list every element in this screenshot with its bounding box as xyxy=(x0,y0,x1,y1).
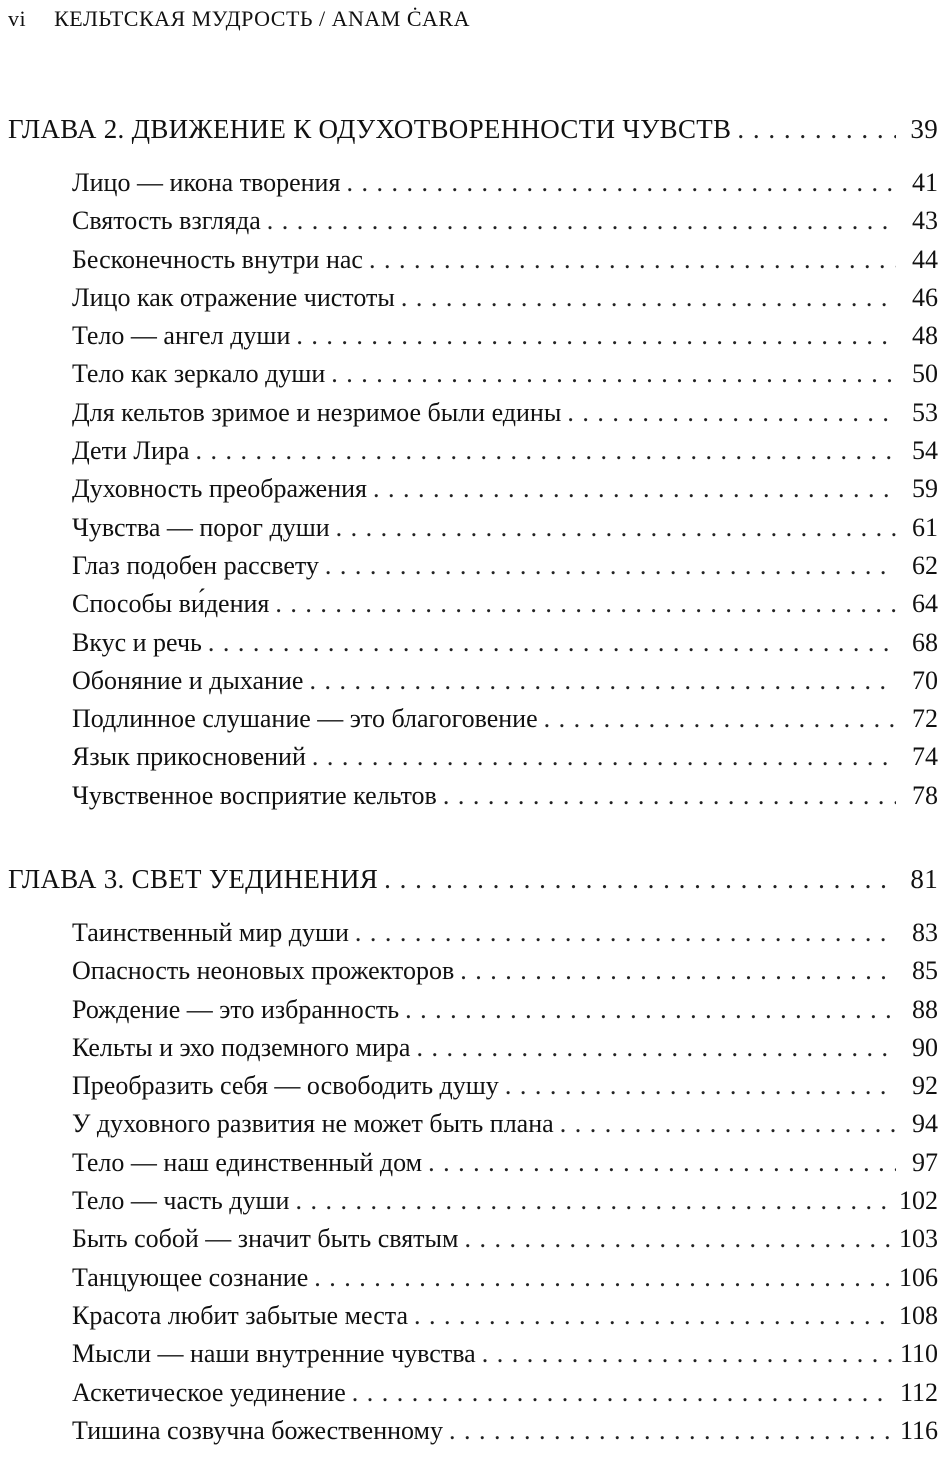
chapter-section xyxy=(8,864,938,1454)
toc-entry-page: 78 xyxy=(912,780,938,810)
toc-entry-title: Тело как зеркало души xyxy=(72,359,326,389)
toc-entries xyxy=(8,918,938,1454)
toc-entry-title: Обоняние и дыхание xyxy=(72,665,304,695)
toc-entry xyxy=(8,628,938,666)
toc-entry-title: Чувственное восприятие кельтов xyxy=(72,780,437,810)
toc-entry-title: Аскетическое уединение xyxy=(72,1377,346,1407)
dot-leader xyxy=(373,474,896,504)
toc-entry-page: 64 xyxy=(912,589,938,619)
toc-entry-title: Язык прикосновений xyxy=(72,742,306,772)
toc-entry-title: Лицо — икона творения xyxy=(72,168,341,197)
dot-leader xyxy=(352,1378,892,1408)
toc-entry-page: 92 xyxy=(912,1071,938,1101)
toc-entry-page: 48 xyxy=(912,321,938,351)
toc-entry-page: 72 xyxy=(912,704,938,734)
toc-entry-page: 85 xyxy=(912,956,938,986)
toc-entry xyxy=(8,704,938,742)
toc-entry xyxy=(8,781,938,819)
toc-entry xyxy=(8,589,938,627)
dot-leader xyxy=(544,704,896,734)
toc-entry-title: Опасность неоновых прожекторов xyxy=(72,956,455,986)
dot-leader xyxy=(482,1339,892,1369)
chapter-heading-title: ГЛАВА 3. СВЕТ УЕДИНЕНИЯ xyxy=(8,864,379,894)
toc-entry xyxy=(8,1378,938,1416)
chapter-section xyxy=(8,114,938,819)
toc-entry xyxy=(8,1263,938,1301)
dot-leader xyxy=(405,995,896,1025)
toc-entry-title: Мысли — наши внутренние чувства xyxy=(72,1339,476,1369)
dot-leader xyxy=(460,956,896,986)
dot-leader xyxy=(331,359,896,389)
page-folio: vi xyxy=(8,6,27,31)
chapter-heading-title: ГЛАВА 2. ДВИЖЕНИЕ К ОДУХОТВОРЕННОСТИ ЧУВСТВ xyxy=(8,114,732,144)
dot-leader xyxy=(275,589,896,619)
toc-entry-page: 106 xyxy=(899,1262,938,1292)
toc-entry-page: 46 xyxy=(912,282,938,312)
running-head xyxy=(8,6,470,32)
toc-entry-page: 103 xyxy=(899,1224,938,1254)
toc-entry-title: Рождение — это избранность xyxy=(72,994,400,1024)
toc-entry xyxy=(8,168,938,206)
toc-entry-page: 108 xyxy=(899,1300,938,1330)
toc-entry xyxy=(8,321,938,359)
toc-entry xyxy=(8,1071,938,1109)
dot-leader xyxy=(355,918,896,948)
dot-leader xyxy=(449,1416,892,1446)
toc-entries xyxy=(8,168,938,819)
toc-entry xyxy=(8,283,938,321)
toc-entry xyxy=(8,1339,938,1377)
toc-entry-title: Духовность преображения xyxy=(72,474,368,504)
toc-entry-title: Кельты и эхо подземного мира xyxy=(72,1032,411,1062)
toc-entry-title: Тело — наш единственный дом xyxy=(72,1147,423,1177)
dot-leader xyxy=(567,398,896,428)
toc-entry-page: 116 xyxy=(899,1415,938,1445)
dot-leader xyxy=(369,245,896,275)
toc-entry-page: 43 xyxy=(912,206,938,236)
dot-leader xyxy=(296,321,896,351)
toc-entry-title: Способы ви́дения xyxy=(72,589,270,619)
dot-leader xyxy=(195,436,896,466)
toc-entry-title: Тело — часть души xyxy=(72,1186,290,1216)
toc-entry-title: Дети Лира xyxy=(72,436,190,466)
toc-entry-page: 62 xyxy=(912,550,938,580)
toc-entry xyxy=(8,1109,938,1147)
toc-entry-page: 97 xyxy=(912,1147,938,1177)
toc-entry xyxy=(8,1148,938,1186)
toc-entry-page: 110 xyxy=(899,1339,938,1369)
toc-entry-title: Глаз подобен рассвету xyxy=(72,550,319,580)
toc-entry xyxy=(8,245,938,283)
dot-leader xyxy=(295,1186,891,1216)
chapter-heading-page: 81 xyxy=(910,864,938,894)
toc-entry-page: 61 xyxy=(912,512,938,542)
toc-entry-page: 44 xyxy=(912,244,938,274)
toc-entry-page: 59 xyxy=(912,474,938,504)
toc-entry-page: 74 xyxy=(912,742,938,772)
toc-entry xyxy=(8,1416,938,1454)
toc-entry xyxy=(8,359,938,397)
dot-leader xyxy=(267,206,896,236)
toc-entry-title: Тишина созвучна божественному xyxy=(72,1415,444,1445)
dot-leader xyxy=(314,1263,891,1293)
dot-leader xyxy=(312,742,896,772)
dot-leader xyxy=(416,1033,896,1063)
dot-leader xyxy=(464,1224,891,1254)
toc-entry-title: Таинственный мир души xyxy=(72,918,349,947)
dot-leader xyxy=(401,283,896,313)
toc-entry xyxy=(8,1186,938,1224)
chapter-heading xyxy=(8,864,938,902)
toc-entry-title: Вкус и речь xyxy=(72,627,202,657)
toc-entry-page: 83 xyxy=(912,918,938,947)
dot-leader xyxy=(336,513,896,543)
toc-entry-title: Для кельтов зримое и незримое были едины xyxy=(72,397,562,427)
toc-entry-title: Бесконечность внутри нас xyxy=(72,244,363,274)
toc-entry xyxy=(8,436,938,474)
dot-leader xyxy=(208,628,896,658)
toc-entry-page: 54 xyxy=(912,436,938,466)
toc-entry xyxy=(8,956,938,994)
toc-entry xyxy=(8,995,938,1033)
toc-entry-page: 50 xyxy=(912,359,938,389)
dot-leader xyxy=(505,1071,896,1101)
toc-entry-title: Быть собой — значит быть святым xyxy=(72,1224,459,1254)
running-head-title: КЕЛЬТСКАЯ МУДРОСТЬ / ANAM ĊARA xyxy=(54,6,470,31)
toc-entry-page: 88 xyxy=(912,994,938,1024)
toc-entry-page: 53 xyxy=(912,397,938,427)
chapter-heading-page: 39 xyxy=(910,114,938,144)
toc-entry-page: 94 xyxy=(912,1109,938,1139)
dot-leader xyxy=(346,168,896,198)
dot-leader xyxy=(309,666,896,696)
toc-entry xyxy=(8,1033,938,1071)
toc-entry xyxy=(8,1224,938,1262)
dot-leader xyxy=(384,864,896,895)
toc-entry-title: Тело — ангел души xyxy=(72,321,291,351)
dot-leader xyxy=(414,1301,891,1331)
toc-entry-title: Чувства — порог души xyxy=(72,512,330,542)
toc-entry-title: Лицо как отражение чистоты xyxy=(72,282,395,312)
dot-leader xyxy=(443,781,896,811)
toc-entry-title: Танцующее сознание xyxy=(72,1262,309,1292)
toc-entry-page: 68 xyxy=(912,627,938,657)
toc-entry-title: Святость взгляда xyxy=(72,206,261,236)
toc-entry xyxy=(8,513,938,551)
toc-entry-page: 41 xyxy=(912,168,938,197)
toc-entry xyxy=(8,666,938,704)
dot-leader xyxy=(325,551,896,581)
chapter-heading xyxy=(8,114,938,152)
toc-entry-page: 102 xyxy=(899,1186,938,1216)
toc-entry xyxy=(8,1301,938,1339)
dot-leader xyxy=(428,1148,896,1178)
toc-entry xyxy=(8,742,938,780)
toc-entry-title: Подлинное слушание — это благоговение xyxy=(72,704,538,734)
toc-entry xyxy=(8,474,938,512)
toc-entry-title: Преобразить себя — освободить душу xyxy=(72,1071,499,1101)
dot-leader xyxy=(560,1109,896,1139)
toc-entry xyxy=(8,551,938,589)
toc-entry xyxy=(8,918,938,956)
toc-entry-title: У духовного развития не может быть плана xyxy=(72,1109,554,1139)
toc-entry xyxy=(8,206,938,244)
toc-entry xyxy=(8,398,938,436)
toc-entry-page: 70 xyxy=(912,665,938,695)
toc-entry-title: Красота любит забытые места xyxy=(72,1300,408,1330)
toc-entry-page: 90 xyxy=(912,1032,938,1062)
toc-entry-page: 112 xyxy=(899,1377,938,1407)
dot-leader xyxy=(737,114,896,145)
